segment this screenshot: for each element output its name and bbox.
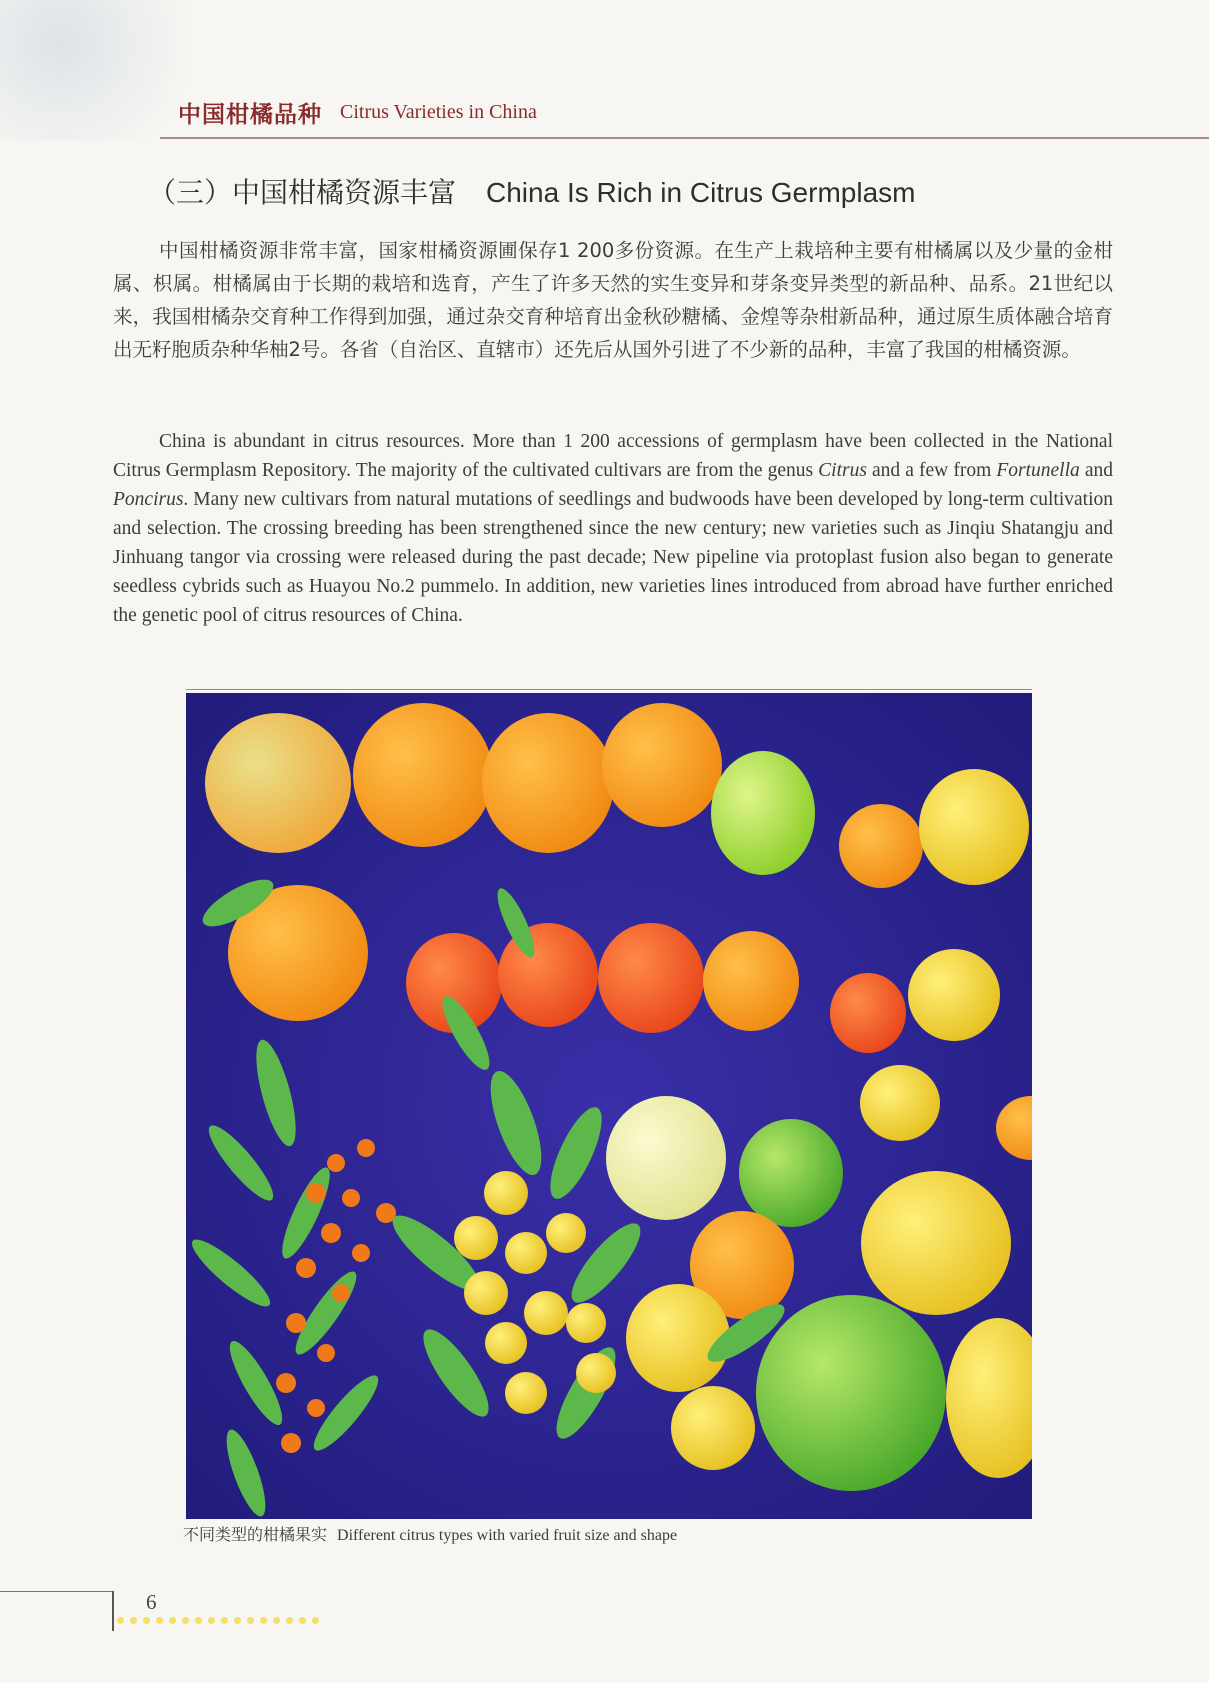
header-rule (160, 137, 1209, 139)
header-title-en: Citrus Varieties in China (340, 101, 537, 123)
fruit (739, 1119, 843, 1227)
figure-caption (183, 1522, 677, 1545)
en-text-1: China is abundant in citrus resources. More than 1 200 accessions of germplasm have been collected in the National Citrus Germplasm Repository. The majority of the cultivated cultivars are from the genus (113, 431, 1113, 481)
photo-top-rule (186, 689, 1032, 690)
fruit (860, 1065, 940, 1141)
fruit (839, 804, 923, 888)
fruit (606, 1096, 726, 1220)
section-heading (148, 171, 915, 211)
fruit (711, 751, 815, 875)
fruit (602, 703, 722, 827)
fruit (830, 973, 906, 1053)
caption-cn: 不同类型的柑橘果实 (183, 1525, 328, 1544)
en-genus-citrus: Citrus (818, 460, 867, 481)
en-genus-poncirus: Poncirus (113, 489, 184, 510)
caption-en: Different citrus types with varied fruit size and shape (337, 1527, 678, 1544)
fruit (861, 1171, 1011, 1315)
body-paragraph-cn: 中国柑橘资源非常丰富，国家柑橘资源圃保存1 200多份资源。在生产上栽培种主要有柑橘属以及少量的金柑属、枳属。柑橘属由于长期的栽培和选育，产生了许多天然的实生变异和芽条变异类型的新品种、品系。21世纪以来，我国柑橘杂交育种工作得到加强，通过杂交育种培育出金秋砂糖橘、金煌等杂柑新品种，通过原生质体融合培育出无籽胞质杂种华柚2号。各省（自治区、直辖市）还先后从国外引进了不少新的品种，丰富了我国的柑橘资源。 (113, 239, 1113, 361)
page-footer-vrule (112, 1591, 114, 1631)
fruit (626, 1284, 730, 1392)
en-text-2: and a few from (866, 460, 997, 481)
body-paragraph-en (113, 427, 1113, 630)
fruit (205, 713, 351, 853)
en-text-4: . Many new cultivars from natural mutations of seedlings and budwoods have been developed by long-term cultivation and selection. The crossing breeding has been strengthened since the new century; new varieties such as Jinqiu Shatangju and Jinhuang tangor via crossing were released during the past decade; New pipeline via protoplast fusion also began to generate seedless cybrids such as Huayou No.2 pummelo. In addition, new varieties lines introduced from abroad have further enriched the genetic pool of citrus resources of China. (113, 489, 1113, 626)
en-text-3: and (1079, 460, 1113, 481)
fruit (482, 713, 614, 853)
fruit (353, 703, 493, 847)
fruit (703, 931, 799, 1031)
citrus-photo (186, 693, 1032, 1519)
fruit (908, 949, 1000, 1041)
corner-decoration (0, 0, 200, 140)
fruit (919, 769, 1029, 885)
header-title-cn: 中国柑橘品种 (178, 102, 322, 128)
fruit (598, 923, 704, 1033)
fruit (671, 1386, 755, 1470)
footer-dots (117, 1617, 319, 1624)
page-footer-rule (0, 1591, 114, 1592)
section-heading-en: China Is Rich in Citrus Germplasm (486, 177, 916, 208)
page-number: 6 (146, 1590, 157, 1614)
section-heading-cn: （三）中国柑橘资源丰富 (148, 176, 457, 209)
fruit (756, 1295, 946, 1491)
en-genus-fortunella: Fortunella (996, 460, 1080, 481)
